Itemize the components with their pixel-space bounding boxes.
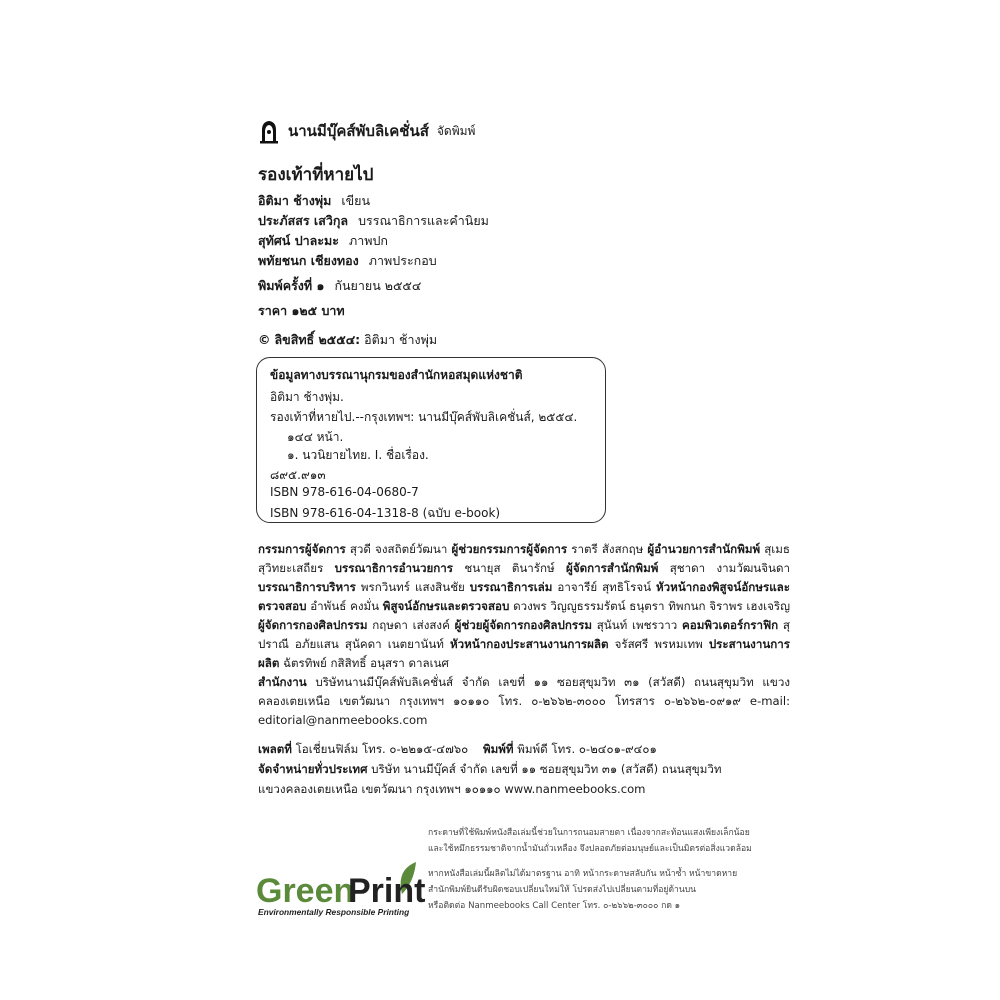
credit-editor <box>258 211 489 231</box>
staff-role-label: ผู้อำนวยการสำนักพิมพ์ <box>647 542 761 556</box>
office-paragraph <box>258 673 790 730</box>
credit-name: ประภัสสร เสวิกุล <box>258 213 349 228</box>
staff-list <box>258 540 790 730</box>
plate-text: โอเชี่ยนฟิล์ม โทร. ๐-๒๒๑๕-๔๗๖๐ <box>295 742 469 756</box>
catalog-heading: ข้อมูลทางบรรณานุกรมของสำนักหอสมุดแห่งชาติ <box>270 368 523 382</box>
greenprint-logo-graphic <box>256 860 426 920</box>
staff-names: สุเมธ สุวิทยะเสถียร <box>258 542 790 575</box>
plate-printer-line <box>258 741 657 759</box>
staff-names: สุชาดา งามวัฒนจินดา <box>658 561 790 575</box>
copyright-holder: อิติมา ช้างพุ่ม <box>364 332 438 347</box>
book-title: รองเท้าที่หายไป <box>258 165 374 185</box>
quality-note-line: หรือติดต่อ Nanmeebooks Call Center โทร. ๐-๒๖๖๒-๓๐๐๐ กด ๑ <box>428 901 681 911</box>
quality-note-line: สำนักพิมพ์ยินดีรับผิดชอบเปลี่ยนใหม่ให้ โปรดส่งไปเปลี่ยนตามที่อยู่ด้านบน <box>428 885 697 895</box>
staff-names: พรกวินทร์ แสงสินชัย <box>355 580 470 594</box>
staff-names: กฤษดา เส่งสงค์ <box>367 618 455 632</box>
greenprint-tagline: Environmentally Responsible Printing <box>258 907 410 917</box>
staff-role-label: คอมพิวเตอร์กราฟิก <box>682 618 779 632</box>
staff-names: อำพันธ์ คงมั่น <box>306 599 383 613</box>
distribution-line <box>258 761 722 779</box>
staff-names: ดวงพร วิญญูธรรมรัตน์ ธนุตรา ทิพกนก จิราพร เฮงเจริญ <box>509 599 790 613</box>
staff-role-label: บรรณาธิการเล่ม <box>469 580 553 594</box>
staff-role-label: พิสูจน์อักษรและตรวจสอบ <box>382 599 510 613</box>
catalog-class-number: ๘๙๕.๙๑๓ <box>270 468 326 482</box>
staff-role-label: บรรณาธิการอำนวยการ <box>334 561 454 575</box>
eco-note-line: และใช้หมึกธรรมชาติจากน้ำมันถั่วเหลือง จึงปลอดภัยต่อมนุษย์และเป็นมิตรต่อสิ่งแวดล้อม <box>428 844 752 854</box>
staff-role-label: ผู้ช่วยผู้จัดการกองศิลปกรรม <box>454 618 592 632</box>
greenprint-print-text: Print <box>348 872 426 910</box>
staff-names: อาจารีย์ สุทธิโรจน์ <box>552 580 657 594</box>
catalog-subjects: ๑. นวนิยายไทย. I. ชื่อเรื่อง. <box>287 448 429 462</box>
quality-note-line: หากหนังสือเล่มนี้ผลิตไม่ได้มาตรฐาน อาทิ หน้ากระดาษสลับกัน หน้าซ้ำ หน้าขาดหาย <box>428 869 738 879</box>
print-text: พิมพ์ดี โทร. ๐-๒๔๐๑-๙๔๐๑ <box>517 742 657 756</box>
edition-line <box>258 276 421 296</box>
distribution-label: จัดจำหน่ายทั่วประเทศ <box>258 762 368 776</box>
staff-names: สุวดี จงสถิตย์วัฒนา <box>345 542 452 556</box>
staff-role-label: สำนักงาน <box>258 675 307 689</box>
price: ราคา ๑๒๕ บาท <box>258 303 345 318</box>
credit-role: เขียน <box>341 193 371 208</box>
eco-note-line: กระดาษที่ใช้พิมพ์หนังสือเล่มนี้ช่วยในการถนอมสายตา เนื่องจากสะท้อนแสงเพียงเล็กน้อย <box>428 828 750 838</box>
staff-names: ราตรี สังสกฤษ <box>567 542 648 556</box>
credit-role: บรรณาธิการและคำนิยม <box>358 213 489 228</box>
print-label: พิมพ์ที่ <box>482 742 514 756</box>
staff-role-label: ผู้จัดการสำนักพิมพ์ <box>566 561 659 575</box>
staff-names: สุปราณี อภัยแสน สุนัคดา เนตยานันท์ <box>258 618 790 651</box>
edition-date: กันยายน ๒๕๕๔ <box>334 278 422 293</box>
staff-names: สุนันท์ เพชรวาว <box>592 618 682 632</box>
publisher-suffix: จัดพิมพ์ <box>436 123 476 138</box>
copyright-label: ลิขสิทธิ์ ๒๕๕๔: <box>274 332 361 347</box>
staff-role-label: ผู้จัดการกองศิลปกรรม <box>258 618 368 632</box>
distribution-text: บริษัท นานมีบุ๊คส์ จำกัด เลขที่ ๑๑ ซอยสุขุมวิท ๓๑ (สวัสดี) ถนนสุขุมวิท <box>371 762 722 776</box>
credit-role: ภาพประกอบ <box>368 253 437 268</box>
credit-name: อิติมา ช้างพุ่ม <box>258 193 332 208</box>
edition-label: พิมพ์ครั้งที่ ๑ <box>258 278 325 293</box>
plate-label: เพลตที่ <box>258 742 292 756</box>
staff-role-label: ผู้ช่วยกรรมการผู้จัดการ <box>451 542 568 556</box>
catalog-author: อิติมา ช้างพุ่ม. <box>270 390 344 404</box>
credit-cover <box>258 231 388 251</box>
staff-names: ฉัตรทิพย์ กสิสิทธิ์ อนุสรา ดาลเนศ <box>279 656 449 670</box>
staff-role-label: กรรมการผู้จัดการ <box>258 542 346 556</box>
publisher-line <box>258 118 475 144</box>
copyright-symbol: © <box>258 332 271 347</box>
publisher-name: นานมีบุ๊คส์พับลิเคชั่นส์ <box>288 122 429 140</box>
credit-name: สุทัศน์ ปาละมะ <box>258 233 339 248</box>
staff-role-label: หัวหน้ากองพิสูจน์อักษรและตรวจสอบ <box>258 580 790 613</box>
staff-role-label: หัวหน้ากองประสานงานการผลิต <box>450 637 609 651</box>
credit-illustrator <box>258 251 437 271</box>
publisher-logo-icon <box>258 118 280 144</box>
copyright-line <box>258 330 437 350</box>
credit-role: ภาพปก <box>348 233 388 248</box>
staff-role-label: บรรณาธิการบริหาร <box>258 580 356 594</box>
staff-names: บริษัทนานมีบุ๊คส์พับลิเคชั่นส์ จำกัด เลขที่ ๑๑ ซอยสุขุมวิท ๓๑ (สวัสดี) ถนนสุขุมวิท แขวงคลองเตยเหนือ เขตวัฒนา กรุงเทพฯ ๑๐๑๑๐ โทร. ๐-๒๖๖๒-๓๐๐๐ โทรสาร ๐-๒๖๖๒-๐๙๑๙ e-mail: editorial@nanmeebooks.com <box>258 675 790 727</box>
catalog-isbn-print: ISBN 978-616-04-0680-7 <box>270 485 419 499</box>
credit-author <box>258 191 370 211</box>
distribution-line-2: แขวงคลองเตยเหนือ เขตวัฒนา กรุงเทพฯ ๑๐๑๑๐ www.nanmeebooks.com <box>258 782 646 796</box>
catalog-title: รองเท้าที่หายไป.--กรุงเทพฯ: นานมีบุ๊คส์พับลิเคชั่นส์, ๒๕๕๔. <box>270 410 578 424</box>
greenprint-logo <box>256 860 426 924</box>
greenprint-green-text: Green <box>256 872 355 910</box>
catalog-isbn-ebook: ISBN 978-616-04-1318-8 (ฉบับ e-book) <box>270 506 501 520</box>
staff-paragraph <box>258 540 790 673</box>
catalog-pages: ๑๔๔ หน้า. <box>287 430 344 444</box>
staff-names: ชนายุส ตินารักษ์ <box>453 561 567 575</box>
staff-names: จรัสศรี พรหมเทพ <box>608 637 709 651</box>
credit-name: พทัยชนก เชียงทอง <box>258 253 359 268</box>
staff-role-label: ประสานงานการผลิต <box>258 637 791 670</box>
